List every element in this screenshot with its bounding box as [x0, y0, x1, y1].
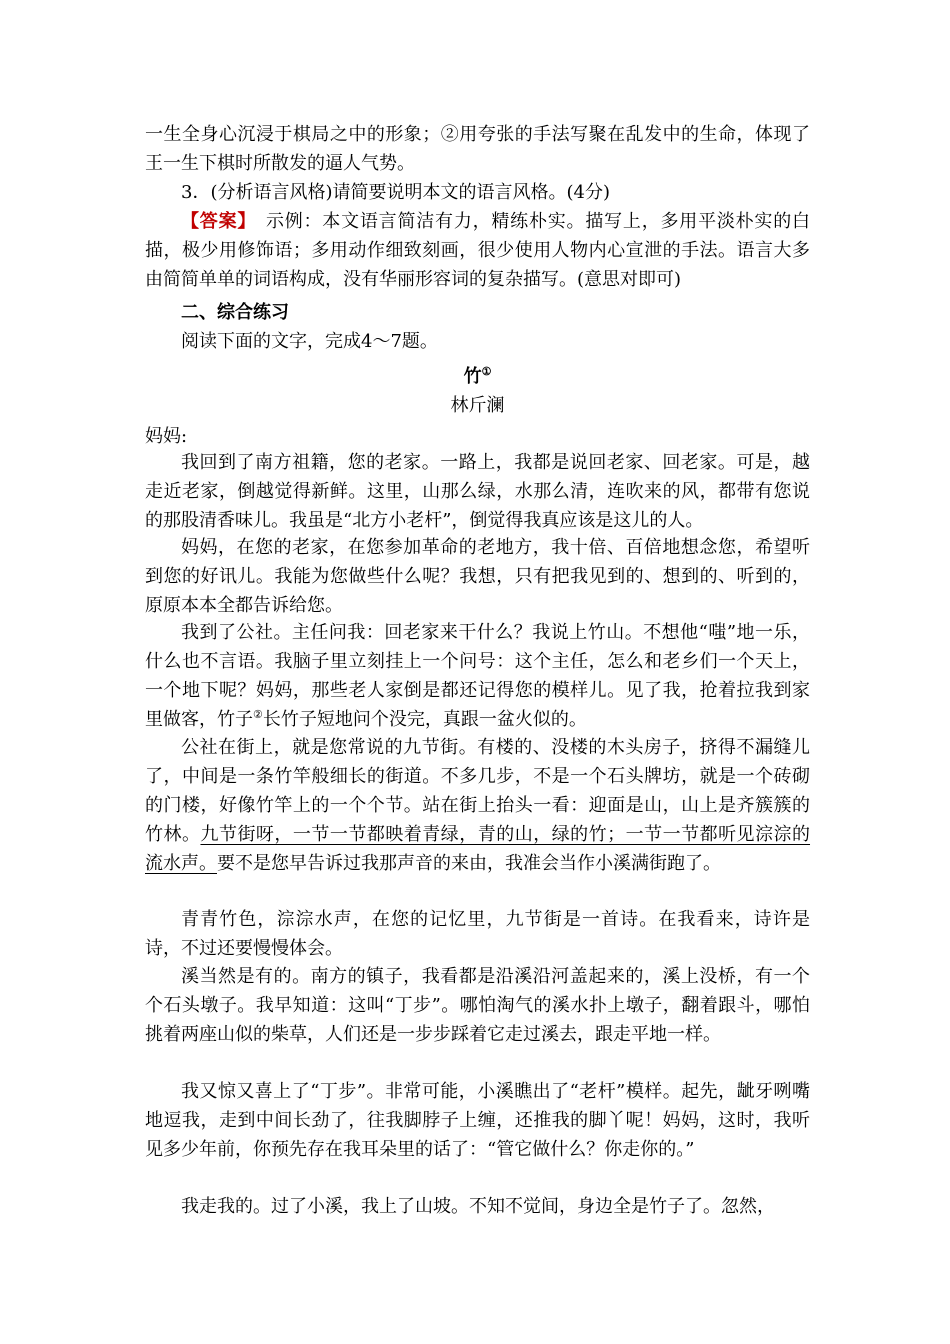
article-author: 林斤澜 [450, 395, 505, 416]
paragraph-4-underlined-sentence: 九节街呀，一节一节都映着青绿，青的山，绿的竹；一节一节都听见淙淙的流水声。 [145, 824, 811, 874]
previous-answer-continuation: 一生全身心沉浸于棋局之中的形象；②用夸张的手法写聚在乱发中的生命，体现了王一生下棋时所散发的逼人气势。 [145, 124, 810, 174]
question-3-answer [145, 207, 810, 294]
paragraph-5: 青青竹色，淙淙水声，在您的记忆里，九节街是一首诗。在我看来，诗许是诗，不过还要慢慢体会。 [145, 909, 810, 959]
paragraph-8: 我走我的。过了小溪，我上了山坡。不知不觉间，身边全是竹子了。忽然， [181, 1196, 775, 1217]
paragraph-3-text-a: 我到了公社。主任问我：回老家来干什么？我说上竹山。不想他“嗤”地一乐，什么也不言语。我脑子里立刻挂上一个问号：这个主任，怎么和老乡们一个天上，一个地下呢？妈妈，那些老人家倒是都还记得您的模样儿。见了我，抢着拉我到家里做客，竹子 [145, 622, 810, 730]
paragraph-3 [145, 618, 810, 734]
title-footnote-mark: ① [481, 365, 492, 378]
paragraph-6: 溪当然是有的。南方的镇子，我看都是沿溪沿河盖起来的，溪上没桥，有一个个石头墩子。我早知道：这叫“丁步”。哪怕淘气的溪水扑上墩子，翻着跟斗，哪怕挑着两座山似的柴草，人们还是一步步踩着它走过溪去，跟走平地一样。 [145, 966, 810, 1045]
answer-text: 示例：本文语言简洁有力，精练朴实。描写上，多用平淡朴实的白描，极少用修饰语；多用动作细致刻画，很少使用人物内心宣泄的手法。语言大多由简简单单的词语构成，没有华丽形容词的复杂描写。(意思对即可) [145, 211, 811, 290]
paragraph-3-footnote-mark: ② [253, 708, 263, 721]
paragraph-4-text-b: 要不是您早告诉过我那声音的来由，我准会当作小溪满街跑了。 [217, 853, 721, 874]
paragraph-2: 妈妈，在您的老家，在您参加革命的老地方，我十倍、百倍地想念您，希望听到您的好讯儿。我能为您做些什么呢？我想，只有把我见到的、想到的、听到的，原原本本全都告诉给您。 [145, 537, 810, 616]
paragraph-1: 我回到了南方祖籍，您的老家。一路上，我都是说回老家、回老家。可是，越走近老家，倒越觉得新鲜。这里，山那么绿，水那么清，连吹来的风，都带有您说的那股清香味儿。我虽是“北方小老杆”，倒觉得我真应该是这儿的人。 [145, 452, 810, 531]
article-title [145, 362, 810, 391]
paragraph-3-text-b: 长竹子短地问个没完，真跟一盆火似的。 [262, 709, 587, 730]
salutation: 妈妈: [145, 426, 188, 447]
reading-instruction: 阅读下面的文字，完成4～7题。 [181, 331, 438, 352]
paragraph-4-text-a: 公社在街上，就是您常说的九节街。有楼的、没楼的木头房子，挤得不漏缝儿了，中间是一条竹竿般细长的街道。不多几步，不是一个石头牌坊，就是一个砖砌的门楼，好像竹竿上的一个个节。站在街上抬头一看：迎面是山，山上是齐簇簇的竹林。 [145, 737, 810, 845]
paragraph-4 [145, 733, 810, 878]
answer-label: 【答案】 [181, 211, 248, 232]
article-title-text: 竹 [463, 366, 482, 387]
section-heading: 二、综合练习 [181, 302, 289, 323]
question-3: 3．(分析语言风格)请简要说明本文的语言风格。(4分) [181, 182, 610, 203]
paragraph-7: 我又惊又喜上了“丁步”。非常可能，小溪瞧出了“老杆”模样。起先，龇牙咧嘴地逗我，走到中间长劲了，往我脚脖子上缠，还推我的脚丫呢！妈妈，这时，我听见多少年前，你预先存在我耳朵里的话了：“管它做什么？你走你的。” [145, 1081, 810, 1160]
